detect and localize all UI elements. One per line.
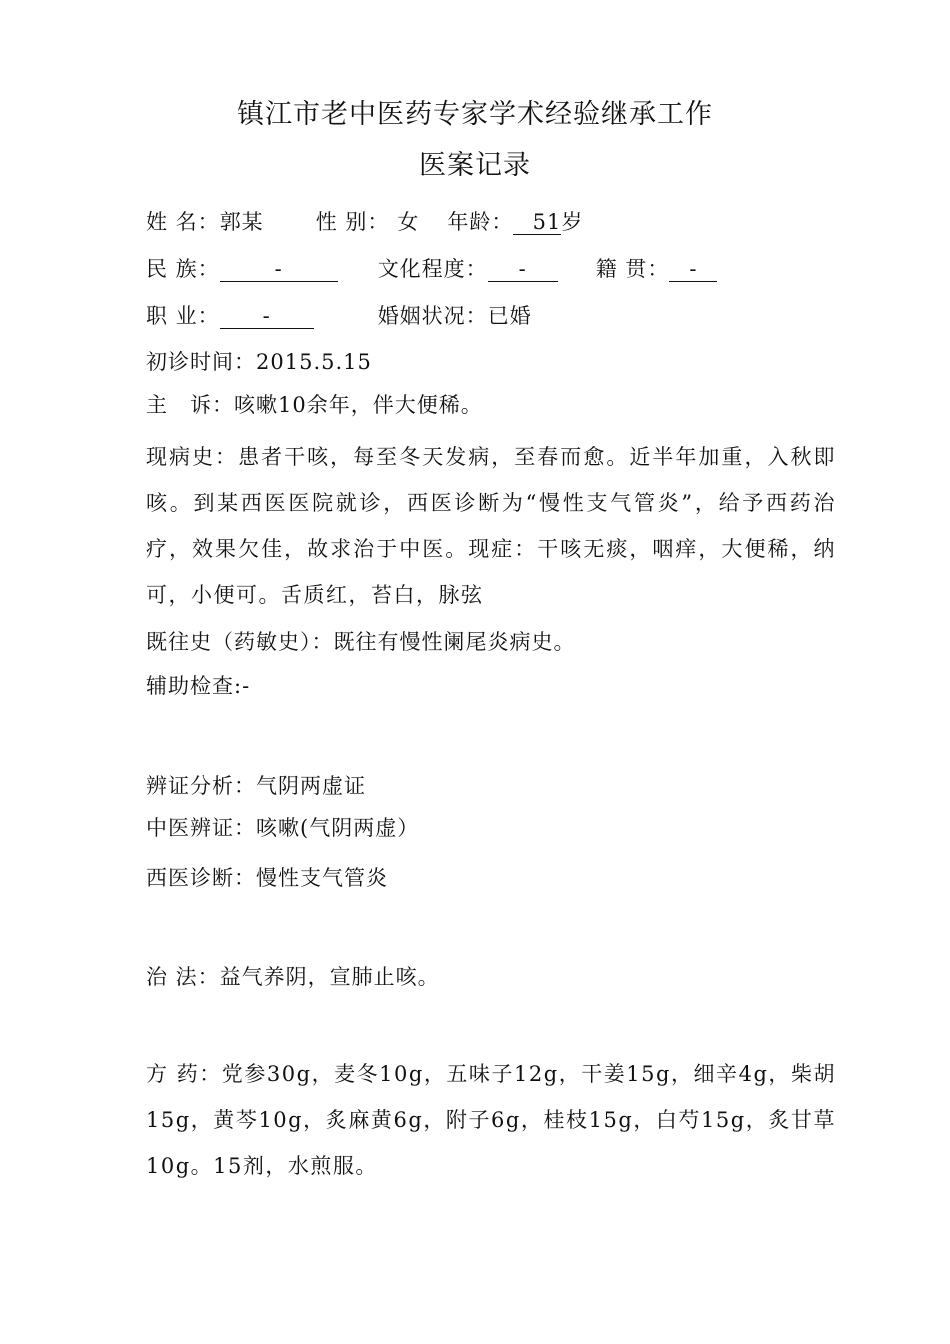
occupation-value: - — [220, 304, 314, 329]
treatment-method: 治 法：益气养阴，宣肺止咳。 — [146, 965, 440, 989]
education-label: 文化程度： — [377, 257, 488, 281]
ethnicity-label: 民 族： — [146, 257, 220, 281]
sex-label: 性 别： — [315, 210, 390, 234]
sex-value: 女 — [397, 210, 420, 234]
western-diagnosis: 西医诊断：慢性支气管炎 — [146, 866, 388, 890]
chief-complaint: 主 诉：咳嗽10余年，伴大便稀。 — [146, 393, 483, 417]
native-value: - — [669, 257, 717, 282]
name-value: 郭某 — [219, 210, 264, 234]
prescription: 方 药：党参30g，麦冬10g，五味子12g，干姜15g，细辛4g，柴胡15g，黄芩10g，炙麻黄6g，附子6g，桂枝15g，白芍15g，炙甘草10g。15剂，水煎服。 — [146, 1062, 836, 1178]
age-value: 51 — [513, 210, 561, 235]
past-history: 既往史（药敏史）：既往有慢性阑尾炎病史。 — [146, 630, 576, 654]
marital-label: 婚姻状况： — [377, 304, 488, 328]
age-unit: 岁 — [561, 210, 584, 234]
syndrome-analysis: 辨证分析：气阴两虚证 — [146, 774, 366, 798]
native-label: 籍 贯： — [595, 257, 670, 281]
education-value: - — [488, 257, 558, 282]
page-title-line2: 医案记录 — [419, 150, 531, 181]
first-visit-time: 初诊时间：2015.5.15 — [146, 350, 372, 374]
name-label: 姓 名： — [146, 210, 220, 234]
auxiliary-exam: 辅助检查:- — [146, 674, 251, 698]
marital-value: 已婚 — [487, 304, 532, 328]
occupation-label: 职 业： — [146, 304, 220, 328]
age-label: 年龄： — [447, 210, 514, 234]
patient-row-3 — [146, 301, 532, 331]
patient-row-1 — [146, 207, 583, 237]
ethnicity-value: - — [220, 257, 338, 282]
present-illness: 现病史：患者干咳，每至冬天发病，至春而愈。近半年加重，入秋即咳。到某西医医院就诊，西医诊断为“慢性支气管炎”，给予西药治疗，效果欠佳，故求治于中医。现症：干咳无痰，咽痒，大便稀，纳可，小便可。舌质红，苔白，脉弦 — [146, 445, 836, 607]
tcm-diagnosis: 中医辨证：咳嗽(气阴两虚） — [146, 816, 420, 840]
page-title-line1: 镇江市老中医药专家学术经验继承工作 — [237, 99, 713, 130]
patient-row-2 — [146, 254, 717, 284]
